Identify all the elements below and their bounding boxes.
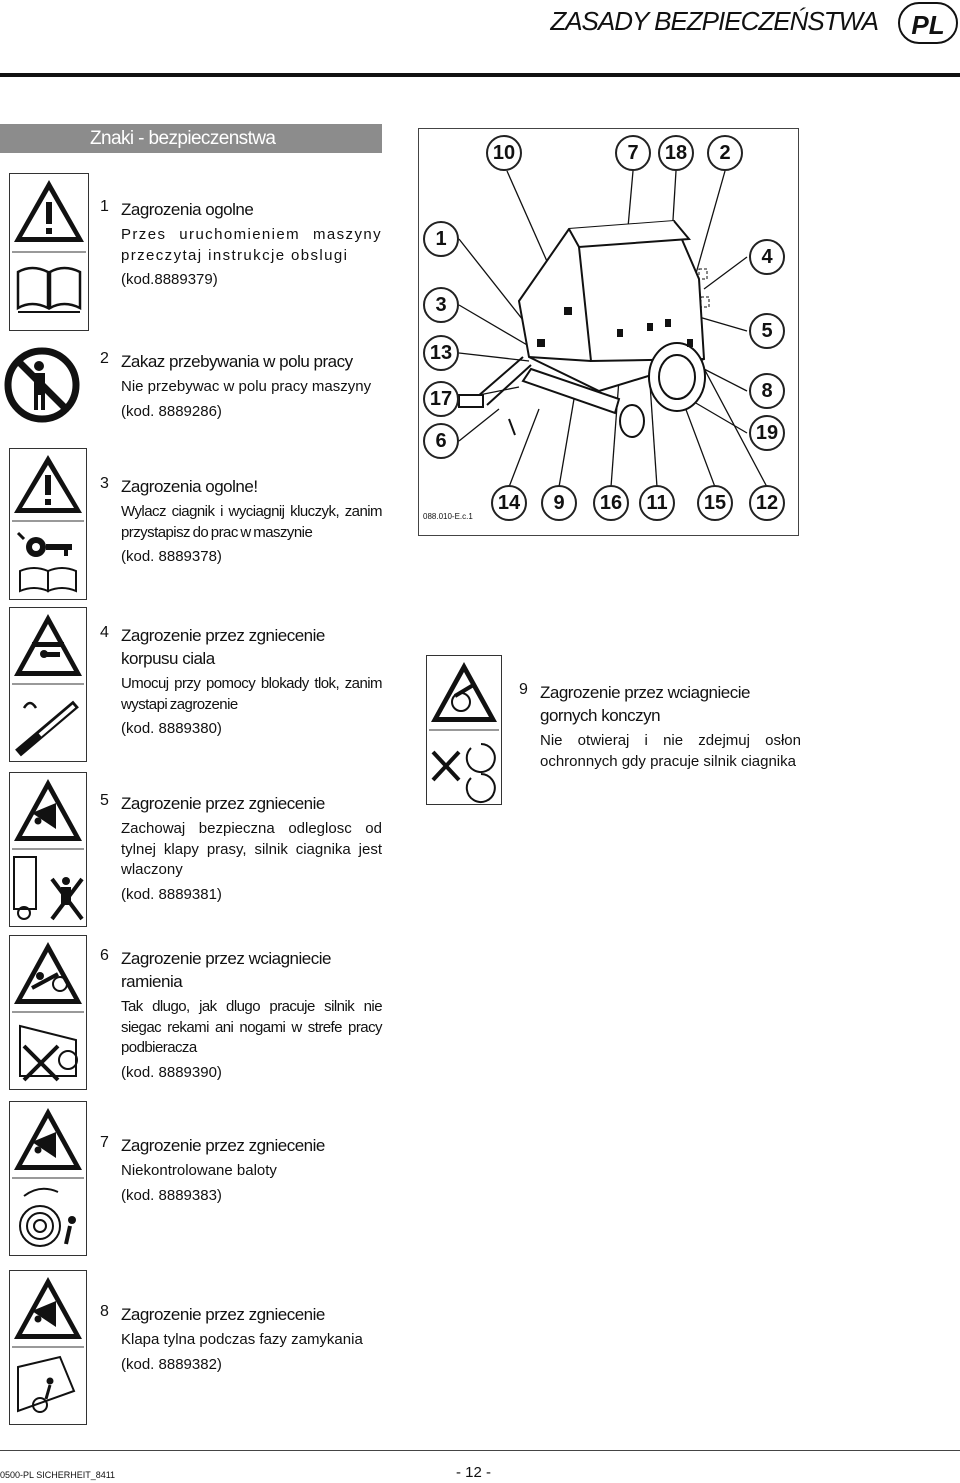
callout-6: 6 [423,423,459,459]
sign-3-panel [9,448,87,600]
item-number: 3 [100,475,109,492]
item-code: (kod. 8889286) [121,402,222,420]
entanglement-hazard-icon [427,656,501,804]
callout-3: 3 [423,287,459,323]
item-title: Zagrozenie przez zgniecenie [121,794,325,813]
callout-7: 7 [615,135,651,171]
crush-hazard-icon [10,1102,86,1255]
item-description: Wylacz ciagnik i wyciagnij kluczyk, zanim przystapisz do prac w maszynie [121,503,382,541]
callout-8: 8 [749,373,785,409]
item-code: (kod. 8889381) [121,885,222,903]
callout-1: 1 [423,221,459,257]
item-description: Umocuj przy pomocy blokady tlok, zanim wystapi zagrozenie [121,675,382,713]
sign-6-item [100,947,382,1083]
sign-5-panel [9,772,87,927]
item-number: 4 [100,624,109,641]
no-entry-sign [3,346,81,424]
item-number: 8 [100,1303,109,1320]
warning-triangle-icon [10,174,88,330]
sign-9-panel [426,655,502,805]
rolling-bale-icon [20,1189,76,1246]
sign-5-item [100,792,382,905]
item-number: 1 [100,198,109,215]
item-description: Niekontrolowane baloty [121,1162,277,1179]
page-title: ZASADY BEZPIECZEŃSTWA [550,6,878,36]
callout-11: 11 [639,485,675,521]
item-title: Zagrozenia ogolne! [121,477,258,496]
item-code: (kod. 8889390) [121,1063,222,1081]
item-title: Zagrozenia ogolne [121,200,254,219]
item-title: Zagrozenie przez wciagniecie ramienia [121,949,331,991]
item-description: Przes uruchomieniem maszyny przeczytaj instrukcje obslugi [121,226,382,264]
item-number: 9 [519,681,528,698]
sign-1-panel [9,173,89,331]
rotating-parts-icon [433,744,495,802]
rear-gate-person-icon [14,857,82,919]
sign-4-panel [9,607,87,762]
item-title: Zagrozenie przez zgniecenie korpusu ciala [121,626,325,668]
closing-gate-icon [18,1357,74,1412]
pickup-hand-icon [20,1026,77,1080]
callout-12: 12 [749,485,785,521]
callout-16: 16 [593,485,629,521]
callout-13: 13 [423,335,459,371]
page-number: - 12 - [456,1464,492,1481]
footer-rule [0,1450,960,1451]
sign-7-panel [9,1101,87,1256]
callout-5: 5 [749,313,785,349]
sign-7-item [100,1134,382,1206]
callout-4: 4 [749,239,785,275]
crush-hazard-icon [10,608,86,761]
callout-2: 2 [707,135,743,171]
item-number: 7 [100,1134,109,1151]
sign-1-item [100,198,382,290]
item-description: Tak dlugo, jak dlugo pracuje silnik nie siegac rekami ani nogami w strefe pracy podbieracza [121,998,382,1056]
callout-17: 17 [423,381,459,417]
item-description: Nie otwieraj i nie zdejmuj osłon ochronnych gdy pracuje silnik ciagnika [540,732,801,770]
manual-book-icon [18,268,80,312]
item-description: Klapa tylna podczas fazy zamykania [121,1331,363,1348]
sign-4-item [100,624,382,739]
warning-triangle-icon [10,449,86,599]
item-number: 6 [100,947,109,964]
item-number: 2 [100,350,109,367]
entanglement-hazard-icon [10,936,86,1089]
sign-9-item [519,681,801,772]
baler-diagram [418,128,799,536]
sign-8-panel [9,1270,87,1425]
crush-hazard-icon [10,773,86,926]
callout-15: 15 [697,485,733,521]
item-title: Zagrozenie przez zgniecenie [121,1305,325,1324]
crush-hazard-icon [10,1271,86,1424]
item-code: (kod. 8889382) [121,1355,222,1373]
baler-illustration [419,129,798,535]
item-title: Zakaz przebywania w polu pracy [121,352,353,371]
section-heading: Znaki - bezpieczenstwa [0,124,382,153]
manual-book-icon [20,568,76,591]
item-code: (kod. 8889378) [121,548,222,565]
header-rule [0,73,960,77]
item-code: (kod.8889379) [121,271,218,288]
callout-10: 10 [486,135,522,171]
diagram-reference: 088.010-E.c.1 [423,512,473,521]
sign-3-item [100,475,382,567]
callout-14: 14 [491,485,527,521]
sign-6-panel [9,935,87,1090]
item-title: Zagrozenie przez zgniecenie [121,1136,325,1155]
language-badge: PL [898,2,958,44]
item-description: Nie przebywac w polu pracy maszyny [121,378,372,395]
prohibited-person-icon [3,346,81,424]
footer-reference: 0500-PL SICHERHEIT_8411 [0,1470,116,1480]
cylinder-lock-icon [18,703,76,753]
sign-2-item [100,350,382,422]
callout-9: 9 [541,485,577,521]
ignition-key-icon [18,533,72,557]
item-description: Zachowaj bezpieczna odleglosc od tylnej klapy prasy, silnik ciagnika jest wlaczony [121,820,382,878]
item-code: (kod. 8889380) [121,720,222,737]
sign-8-item [100,1303,382,1375]
item-number: 5 [100,792,109,809]
callout-19: 19 [749,415,785,451]
callout-18: 18 [658,135,694,171]
item-code: (kod. 8889383) [121,1186,222,1204]
item-title: Zagrozenie przez wciagniecie gornych konczyn [540,683,750,725]
